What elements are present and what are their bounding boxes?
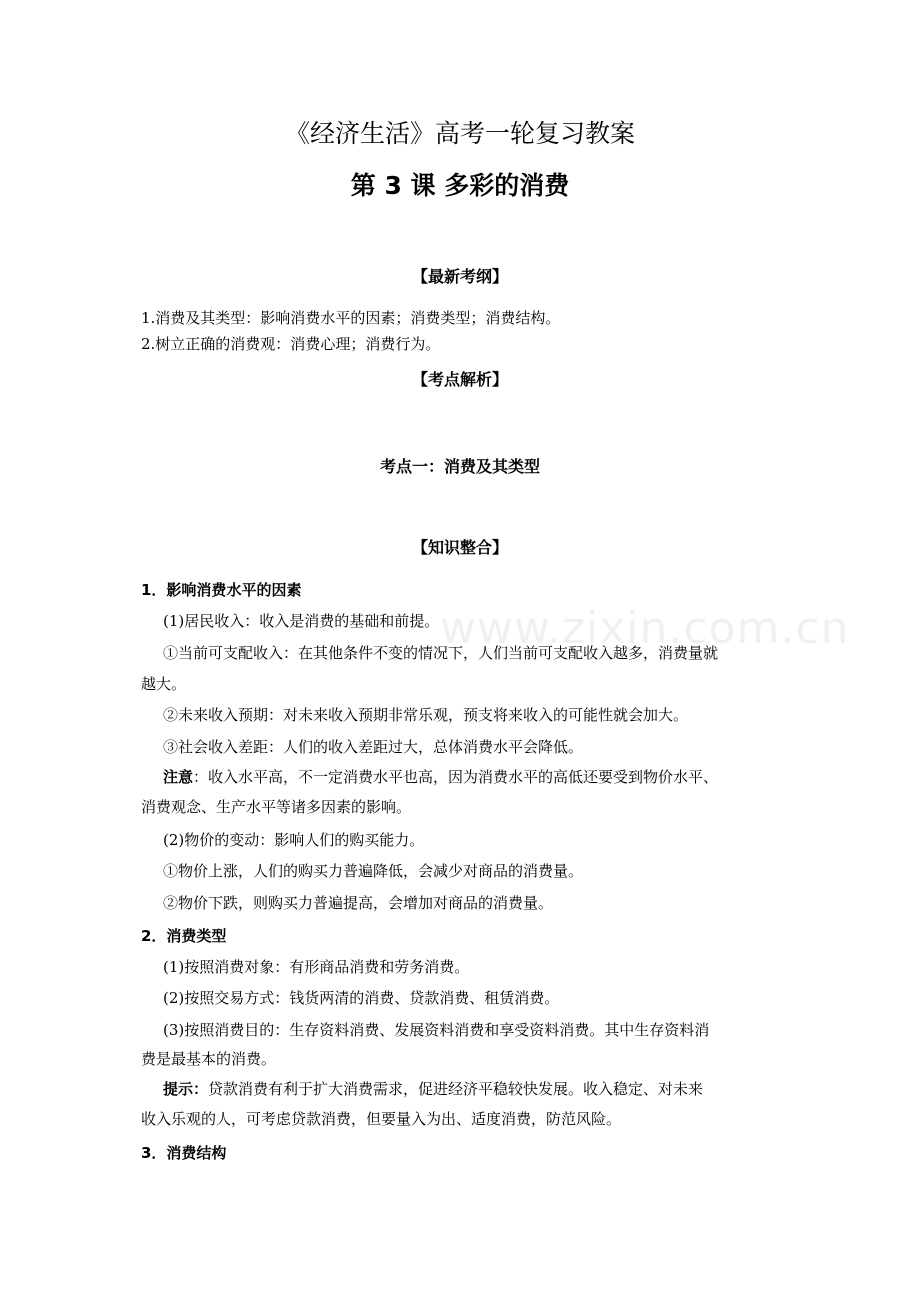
by-purpose-line-cont: 费是最基本的消费。 <box>141 1050 277 1068</box>
tip-text: 贷款消费有利于扩大消费需求，促进经济平稳较快发展。收入稳定、对未来 <box>208 1080 704 1098</box>
outline-item-1: 1.消费及其类型：影响消费水平的因素；消费类型；消费结构。 <box>141 309 561 327</box>
tip-paragraph-cont: 收入乐观的人，可考虑贷款消费，但要量入为出、适度消费，防范风险。 <box>141 1110 622 1128</box>
knowledge-heading: 【知识整合】 <box>411 538 508 557</box>
section3-heading: 3．消费结构 <box>141 1144 227 1162</box>
disposable-income-line: ①当前可支配收入：在其他条件不变的情况下，人们当前可支配收入越多，消费量就 <box>163 644 719 662</box>
section1-heading: 1．影响消费水平的因素 <box>141 581 302 599</box>
by-purpose-line: (3)按照消费目的：生存资料消费、发展资料消费和享受资料消费。其中生存资料消 <box>163 1021 710 1039</box>
note-label: 注意 <box>163 768 194 786</box>
point1-heading: 考点一：消费及其类型 <box>379 457 540 476</box>
lesson-title: 第 3 课 多彩的消费 <box>350 171 570 200</box>
note-paragraph-cont: 消费观念、生产水平等诸多因素的影响。 <box>141 798 412 816</box>
by-object-line: (1)按照消费对象：有形商品消费和劳务消费。 <box>163 958 470 976</box>
tip-label: 提示： <box>163 1080 209 1098</box>
income-expectation-line: ②未来收入预期：对未来收入预期非常乐观，预支将来收入的可能性就会加大。 <box>163 706 689 724</box>
price-line: (2)物价的变动：影响人们的购买能力。 <box>163 831 425 849</box>
watermark: www.zixin.com.cn <box>440 603 850 654</box>
price-down-line: ②物价下跌，则购买力普遍提高，会增加对商品的消费量。 <box>163 894 554 912</box>
analysis-heading: 【考点解析】 <box>411 370 508 389</box>
by-trade-line: (2)按照交易方式：钱货两清的消费、贷款消费、租赁消费。 <box>163 989 560 1007</box>
price-up-line: ①物价上涨，人们的购买力普遍降低，会减少对商品的消费量。 <box>163 862 584 880</box>
income-line: (1)居民收入：收入是消费的基础和前提。 <box>163 612 440 630</box>
outline-item-2: 2.树立正确的消费观：消费心理；消费行为。 <box>141 335 441 353</box>
note-paragraph <box>163 766 783 788</box>
disposable-income-line-cont: 越大。 <box>141 675 187 693</box>
income-gap-line: ③社会收入差距：人们的收入差距过大，总体消费水平会降低。 <box>163 738 584 756</box>
note-text: ：收入水平高，不一定消费水平也高，因为消费水平的高低还要受到物价水平、 <box>193 768 719 786</box>
document-title: 《经济生活》高考一轮复习教案 <box>284 119 635 148</box>
tip-paragraph <box>163 1078 783 1100</box>
section2-heading: 2．消费类型 <box>141 927 227 945</box>
outline-heading: 【最新考纲】 <box>411 267 508 286</box>
